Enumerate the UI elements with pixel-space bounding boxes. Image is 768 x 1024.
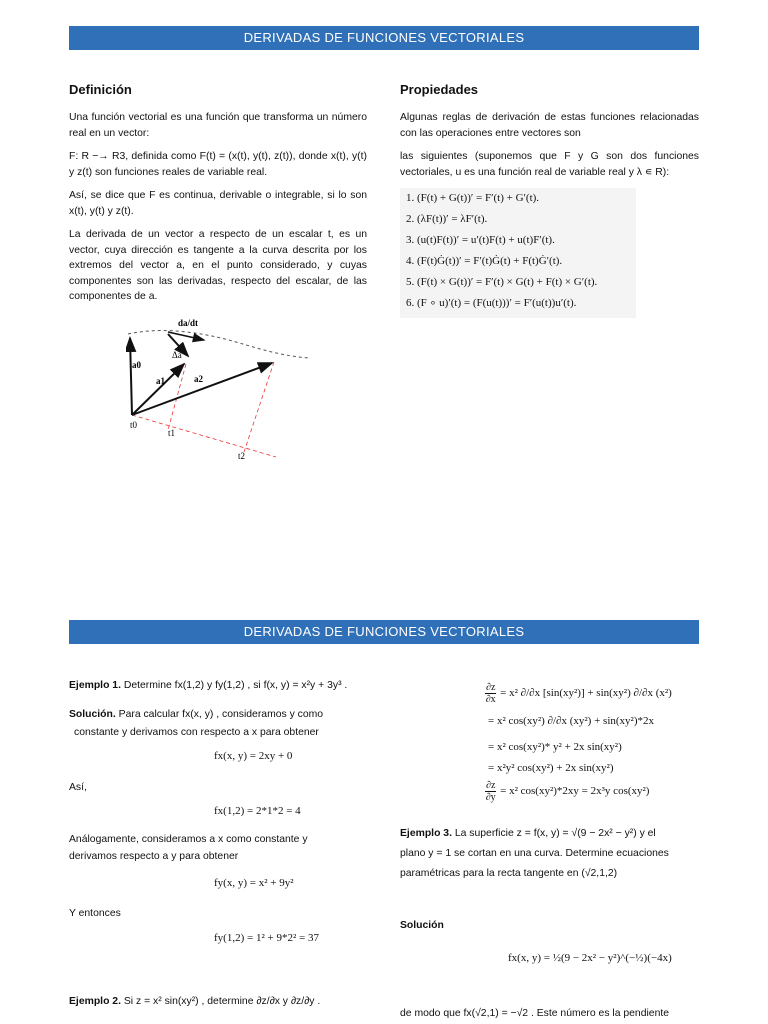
- properties-intro-1: Algunas reglas de derivación de estas funciones relacionadas con las operaciones entre vectores son: [400, 112, 699, 139]
- example-1-text: Determine fx(1,2) y fy(1,2) , si f(x, y) = x²y + 3y³ .: [123, 680, 348, 691]
- solution-text-2: constante y derivamos con respecto a x para obtener: [74, 727, 319, 738]
- solution-2-label: Solución: [400, 920, 444, 931]
- solution-1: [69, 707, 379, 723]
- example-1-label: Ejemplo 1.: [69, 680, 121, 691]
- dz-dy-fraction: $\frac{\partial z}{\partial y}$: [485, 780, 496, 803]
- label-a1: a1: [156, 376, 165, 386]
- example-3-text-3: paramétricas para la recta tangente en (√2,1,2): [400, 868, 618, 879]
- equation-fx: fx(x, y) = 2xy + 0: [214, 750, 293, 762]
- label-t2: t2: [238, 451, 246, 461]
- definition-paragraph-2: F: R −→ R3, definida como F(t) = (x(t), y(t), z(t)), donde x(t), y(t) y z(t) son funciones reales de variable real.: [69, 151, 367, 178]
- dz-dy-line: $\frac{\partial z}{\partial y}$ = x² cos(xy²)*2xy = 2x³y cos(xy²): [485, 780, 650, 803]
- example-1: [69, 678, 379, 694]
- equation-fy: fy(x, y) = x² + 9y²: [214, 877, 294, 889]
- analog-text-1: Análogamente, consideramos a x como constante y: [69, 834, 308, 845]
- label-dadt: da/dt: [178, 318, 199, 328]
- label-a0: a0: [132, 360, 141, 370]
- definition-paragraph-4: La derivada de un vector a respecto de un escalar t, es un vector, cuya dirección es tangente a la curva descrita por los extremos del vector a, en el punto considerado, y cuyas componentes son las derivadas, respecto del escalar, de las componentes de a.: [69, 229, 367, 302]
- example-2-text: Si z = x² sin(xy²) , determine ∂z/∂x y ∂z/∂y .: [123, 996, 321, 1007]
- example-2-label: Ejemplo 2.: [69, 996, 121, 1007]
- definicion-heading: Definición: [69, 82, 132, 97]
- label-t0: t0: [130, 420, 138, 430]
- vector-derivative-figure: [126, 312, 312, 464]
- analog-text-2: derivamos respecto a y para obtener: [69, 851, 239, 862]
- example-3-label: Ejemplo 3.: [400, 828, 452, 839]
- example-3-text-2: plano y = 1 se cortan en una curva. Determine ecuaciones: [400, 848, 669, 859]
- section-banner-2: DERIVADAS DE FUNCIONES VECTORIALES: [69, 620, 699, 644]
- properties-list-image: [400, 188, 636, 318]
- dz-dx-line-2: = x² cos(xy²) ∂/∂x (xy²) + sin(xy²)*2x: [488, 715, 655, 727]
- property-item: 3. (u(t)F(t))′ = u′(t)F(t) + u(t)F′(t).: [406, 234, 555, 246]
- solution-text-1: Para calcular fx(x, y) , consideramos y como: [118, 709, 324, 720]
- example-2: [69, 994, 379, 1010]
- dz-dx-fraction: $\frac{\partial z}{\partial x}$: [485, 682, 496, 705]
- property-item: 6. (F ∘ u)′(t) = (F(u(t)))′ = F′(u(t))u′(t).: [406, 297, 577, 309]
- dz-dx-line-3: = x² cos(xy²)* y² + 2x sin(xy²): [488, 741, 622, 753]
- equation-fx-1-2: fx(1,2) = 2*1*2 = 4: [214, 805, 301, 817]
- asi-text: Así,: [69, 782, 87, 793]
- example-3: [400, 826, 700, 842]
- property-item: 5. (F(t) × G(t))′ = F′(t) × G(t) + F(t) × G′(t).: [406, 276, 598, 288]
- label-a2: a2: [194, 374, 203, 384]
- equation-fx-solution: fx(x, y) = ½(9 − 2x² − y²)^(−½)(−4x): [508, 952, 672, 964]
- dz-dx-line-4: = x²y² cos(xy²) + 2x sin(xy²): [488, 762, 614, 774]
- properties-intro-2: las siguientes (suponemos que F y G son dos funciones vectoriales, u es una función real de variable real y λ ∊ R):: [400, 151, 699, 178]
- final-text: de modo que fx(√2,1) = −√2 . Este número es la pendiente: [400, 1008, 670, 1019]
- label-delta-a: Δa: [172, 350, 182, 360]
- property-item: 1. (F(t) + G(t))′ = F′(t) + G′(t).: [406, 192, 540, 204]
- section-banner-1: DERIVADAS DE FUNCIONES VECTORIALES: [69, 26, 699, 50]
- solution-label: Solución.: [69, 709, 116, 720]
- dz-dx-line-1: $\frac{\partial z}{\partial x}$ = x² ∂/∂x [sin(xy²)] + sin(xy²) ∂/∂x (x²): [485, 682, 672, 705]
- example-3-text-1: La superficie z = f(x, y) = √(9 − 2x² − y²) y el: [454, 828, 656, 839]
- y-entonces-text: Y entonces: [69, 908, 121, 919]
- definition-paragraph-1: Una función vectorial es una función que transforma un número real en un vector:: [69, 112, 367, 139]
- definition-paragraph-3: Así, se dice que F es continua, derivable o integrable, si lo son x(t), y(t) y z(t).: [69, 190, 367, 217]
- equation-fy-1-2: fy(1,2) = 1² + 9*2² = 37: [214, 932, 319, 944]
- propiedades-heading: Propiedades: [400, 82, 479, 97]
- property-item: 2. (λF(t))′ = λF′(t).: [406, 213, 488, 225]
- label-t1: t1: [168, 428, 176, 438]
- property-item: 4. (F(t)Ġ(t))′ = F′(t)Ġ(t) + F(t)Ġ′(t).: [406, 255, 563, 267]
